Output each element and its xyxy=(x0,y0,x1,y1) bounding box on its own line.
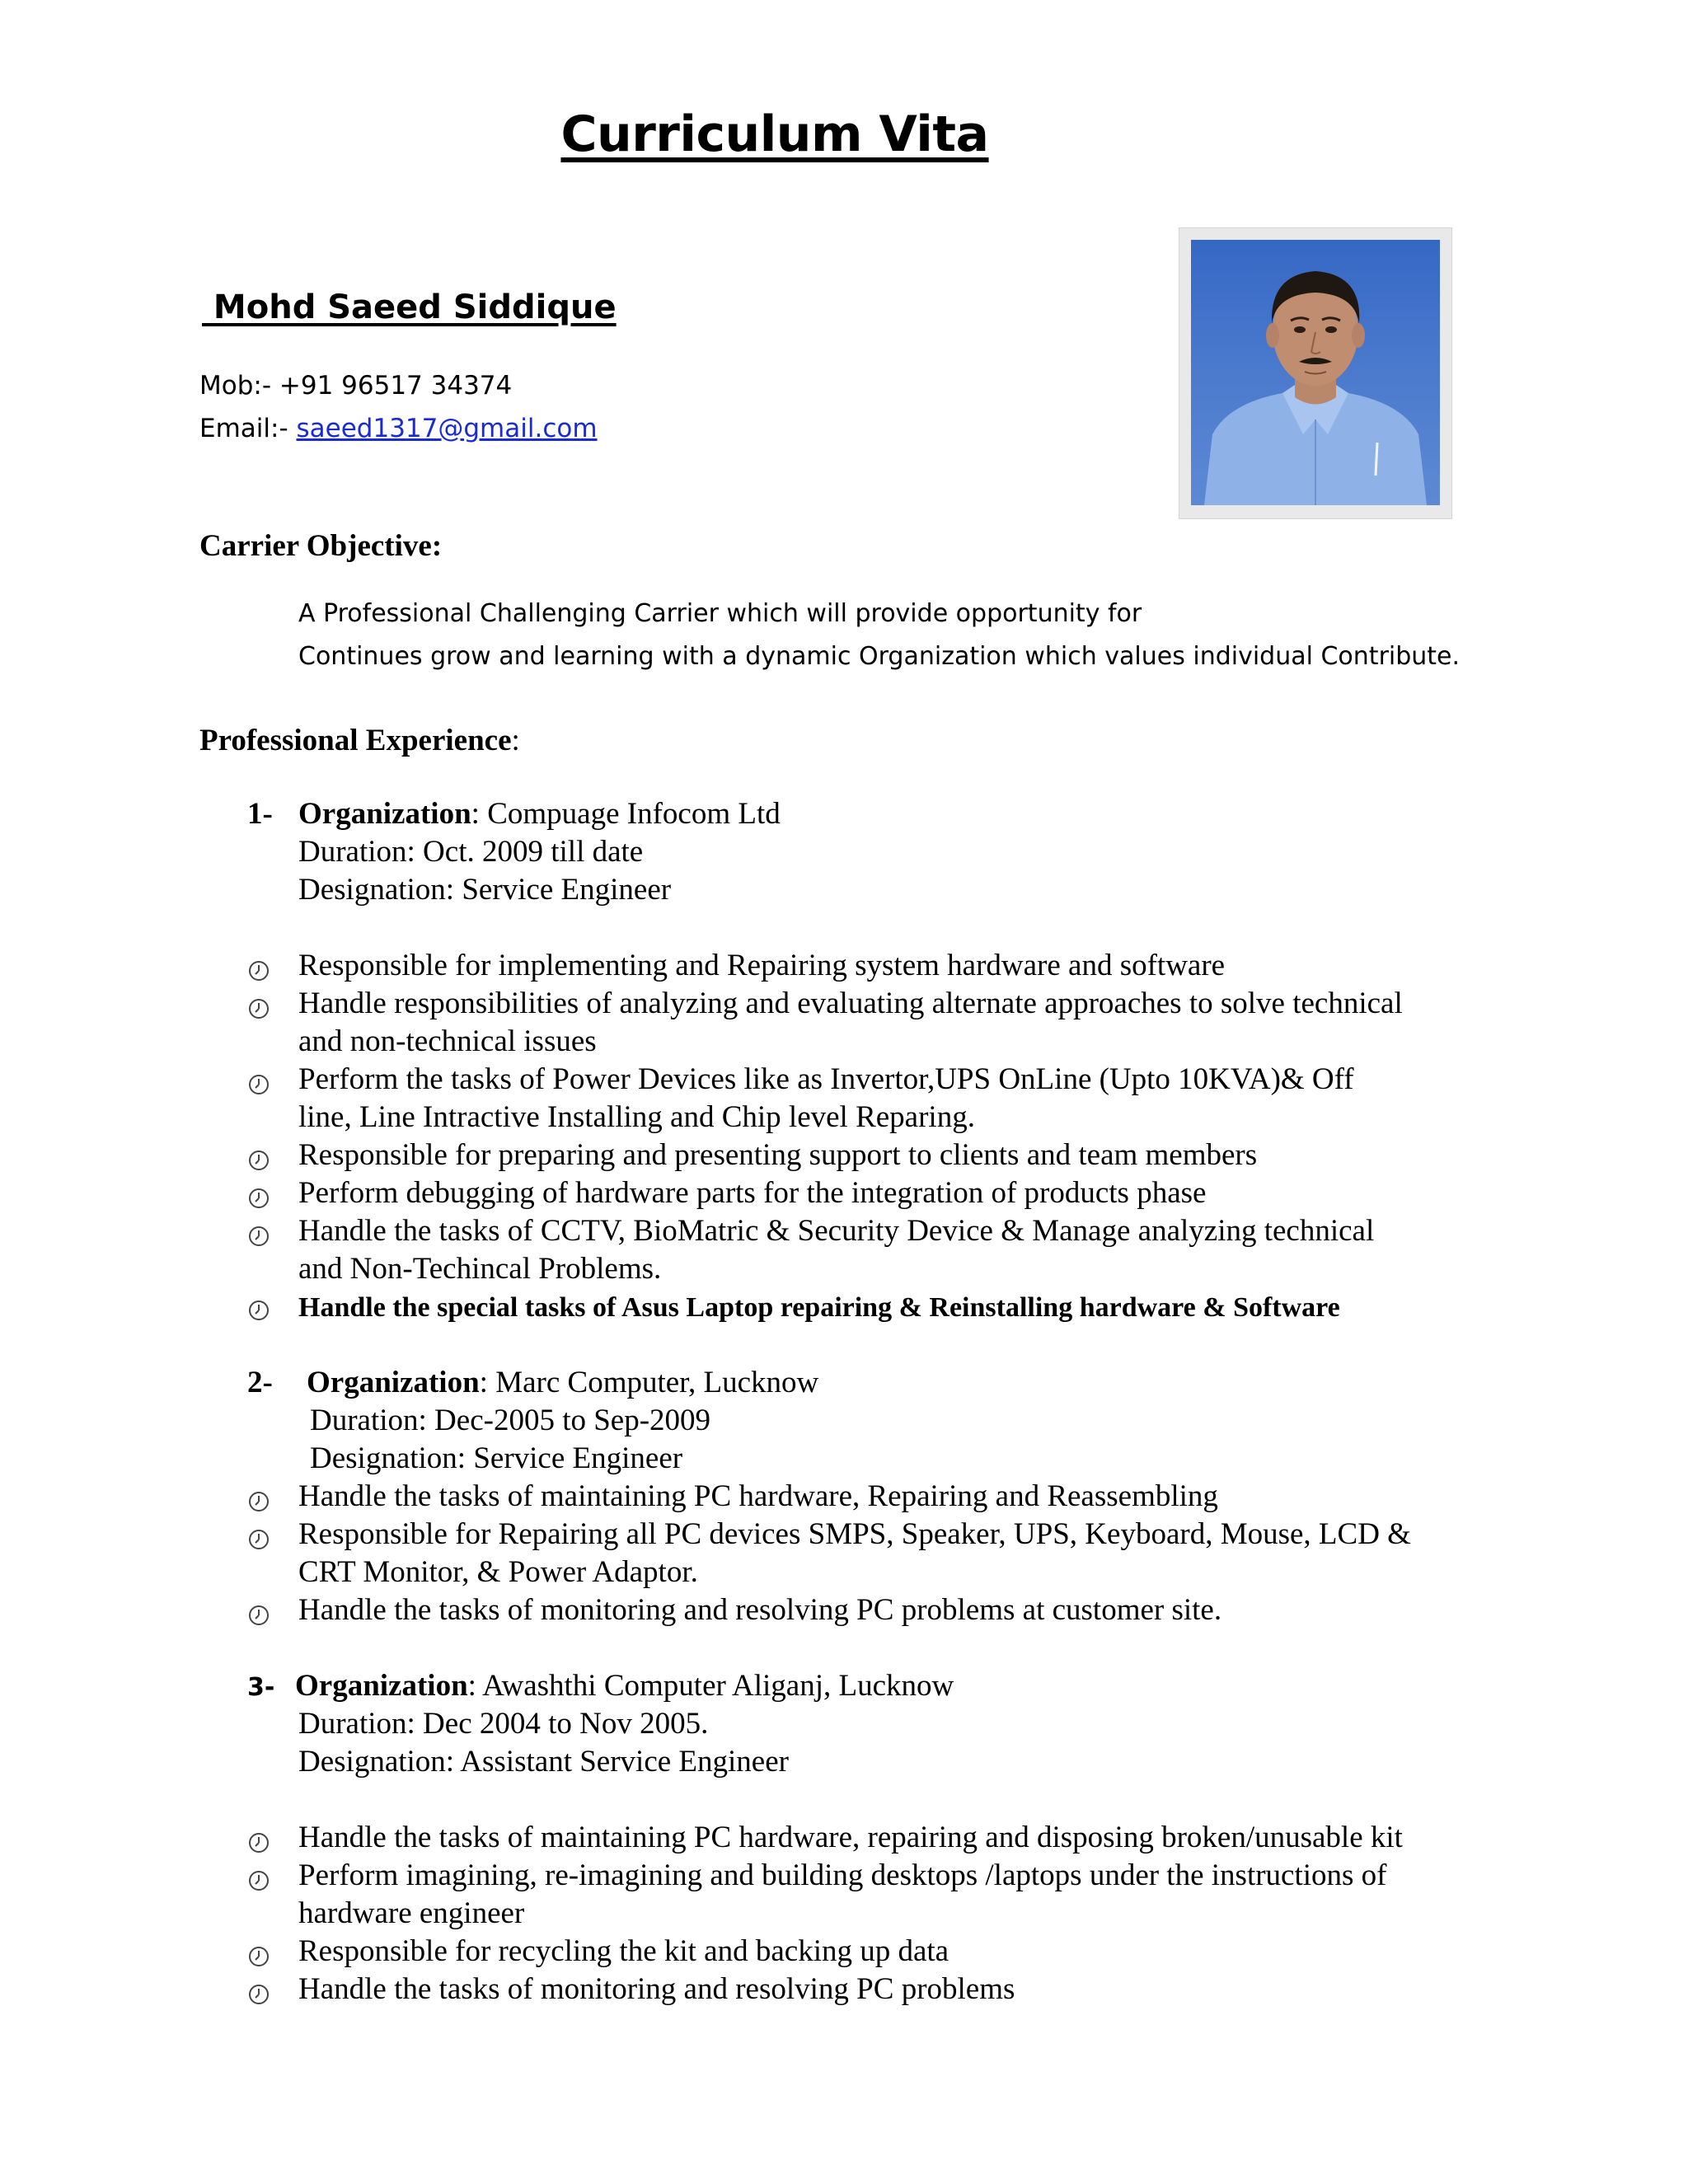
job-1-duty: Handle responsibilities of analyzing and evaluating alternate approaches to solve technical xyxy=(298,987,1403,1020)
objective-line: Continues grow and learning with a dynamic Organization which values individual Contribute. xyxy=(298,642,1461,671)
clock-bullet-icon xyxy=(247,1869,270,1892)
clock-bullet-icon xyxy=(247,1983,270,2006)
clock-bullet-icon xyxy=(247,1945,270,1968)
clock-bullet-icon xyxy=(247,1149,270,1172)
job-number: 2- xyxy=(247,1366,273,1399)
job-2-duty: Responsible for Repairing all PC devices SMPS, Speaker, UPS, Keyboard, Mouse, LCD & xyxy=(298,1517,1411,1551)
email-link[interactable]: saeed1317@gmail.com xyxy=(296,414,598,443)
job-1-duty-continued: line, Line Intractive Installing and Chip level Reparing. xyxy=(298,1100,975,1134)
objective-heading: Carrier Objective: xyxy=(199,529,443,563)
clock-bullet-icon xyxy=(247,1528,270,1551)
job-2-duty: Handle the tasks of maintaining PC hardware, Repairing and Reassembling xyxy=(298,1479,1218,1513)
job-1-duration: Duration: Oct. 2009 till date xyxy=(298,835,644,869)
job-number: 3- xyxy=(247,1673,275,1702)
job-2-duty: Handle the tasks of monitoring and resolving PC problems at customer site. xyxy=(298,1593,1222,1627)
clock-bullet-icon xyxy=(247,997,270,1020)
job-2-duration: Duration: Dec-2005 to Sep-2009 xyxy=(310,1404,711,1437)
organization-label: Organization xyxy=(295,1669,468,1703)
job-3-duty: Responsible for recycling the kit and backing up data xyxy=(298,1934,950,1968)
objective-line: A Professional Challenging Carrier which will provide opportunity for xyxy=(298,599,1142,628)
organization-label: Organization xyxy=(298,797,471,831)
job-1-duty: Perform debugging of hardware parts for the integration of products phase xyxy=(298,1176,1207,1210)
organization-label: Organization xyxy=(307,1366,480,1399)
organization-name: : Awashthi Computer Aliganj, Lucknow xyxy=(467,1669,954,1703)
clock-bullet-icon xyxy=(247,1604,270,1627)
experience-heading-text: Professional Experience xyxy=(199,724,512,757)
clock-bullet-icon xyxy=(247,1490,270,1513)
organization-name: : Marc Computer, Lucknow xyxy=(479,1366,819,1399)
job-1-duty-continued: and non-technical issues xyxy=(298,1024,597,1058)
job-number: 1- xyxy=(247,797,273,831)
job-1-duty: Responsible for implementing and Repairing system hardware and software xyxy=(298,949,1226,982)
clock-bullet-icon xyxy=(247,959,270,982)
email-label: Email:- xyxy=(199,414,297,443)
job-1-designation: Designation: Service Engineer xyxy=(298,873,672,907)
mobile-label: Mob:- xyxy=(199,371,279,401)
candidate-name: Mohd Saeed Siddique xyxy=(202,288,617,326)
job-2-duty-continued: CRT Monitor, & Power Adaptor. xyxy=(298,1555,698,1589)
clock-bullet-icon xyxy=(247,1187,270,1210)
job-1-organization xyxy=(247,796,781,832)
organization-name: : Compuage Infocom Ltd xyxy=(471,797,781,831)
job-3-duty: Handle the tasks of monitoring and resolving PC problems xyxy=(298,1972,1015,2006)
job-3-organization xyxy=(247,1668,954,1704)
job-3-duty: Handle the tasks of maintaining PC hardware, repairing and disposing broken/unusable kit xyxy=(298,1821,1403,1854)
job-3-designation: Designation: Assistant Service Engineer xyxy=(298,1745,789,1779)
clock-bullet-icon xyxy=(247,1225,270,1248)
job-1-duty: Handle the special tasks of Asus Laptop repairing & Reinstalling hardware & Software xyxy=(298,1292,1340,1323)
mobile-number: +91 96517 34374 xyxy=(279,371,513,401)
experience-heading-colon: : xyxy=(511,724,520,757)
clock-bullet-icon xyxy=(247,1831,270,1854)
job-3-duty-continued: hardware engineer xyxy=(298,1896,525,1930)
job-1-duty: Perform the tasks of Power Devices like as Invertor,UPS OnLine (Upto 10KVA)& Off xyxy=(298,1062,1354,1096)
job-2-designation: Designation: Service Engineer xyxy=(310,1441,683,1475)
job-1-duty-continued: and Non-Techincal Problems. xyxy=(298,1252,662,1286)
job-2-organization xyxy=(247,1365,818,1400)
job-1-duty: Responsible for preparing and presenting support to clients and team members xyxy=(298,1138,1258,1172)
job-3-duration: Duration: Dec 2004 to Nov 2005. xyxy=(298,1707,709,1741)
candidate-photo xyxy=(1179,227,1452,519)
clock-bullet-icon xyxy=(247,1299,270,1322)
email-line xyxy=(199,414,598,443)
job-3-duty: Perform imagining, re-imagining and building desktops /laptops under the instructions of xyxy=(298,1858,1387,1892)
document-title: Curriculum Vita xyxy=(560,105,989,163)
experience-heading xyxy=(199,723,520,758)
clock-bullet-icon xyxy=(247,1073,270,1096)
job-1-duty: Handle the tasks of CCTV, BioMatric & Security Device & Manage analyzing technical xyxy=(298,1214,1375,1248)
mobile-line xyxy=(199,371,512,401)
